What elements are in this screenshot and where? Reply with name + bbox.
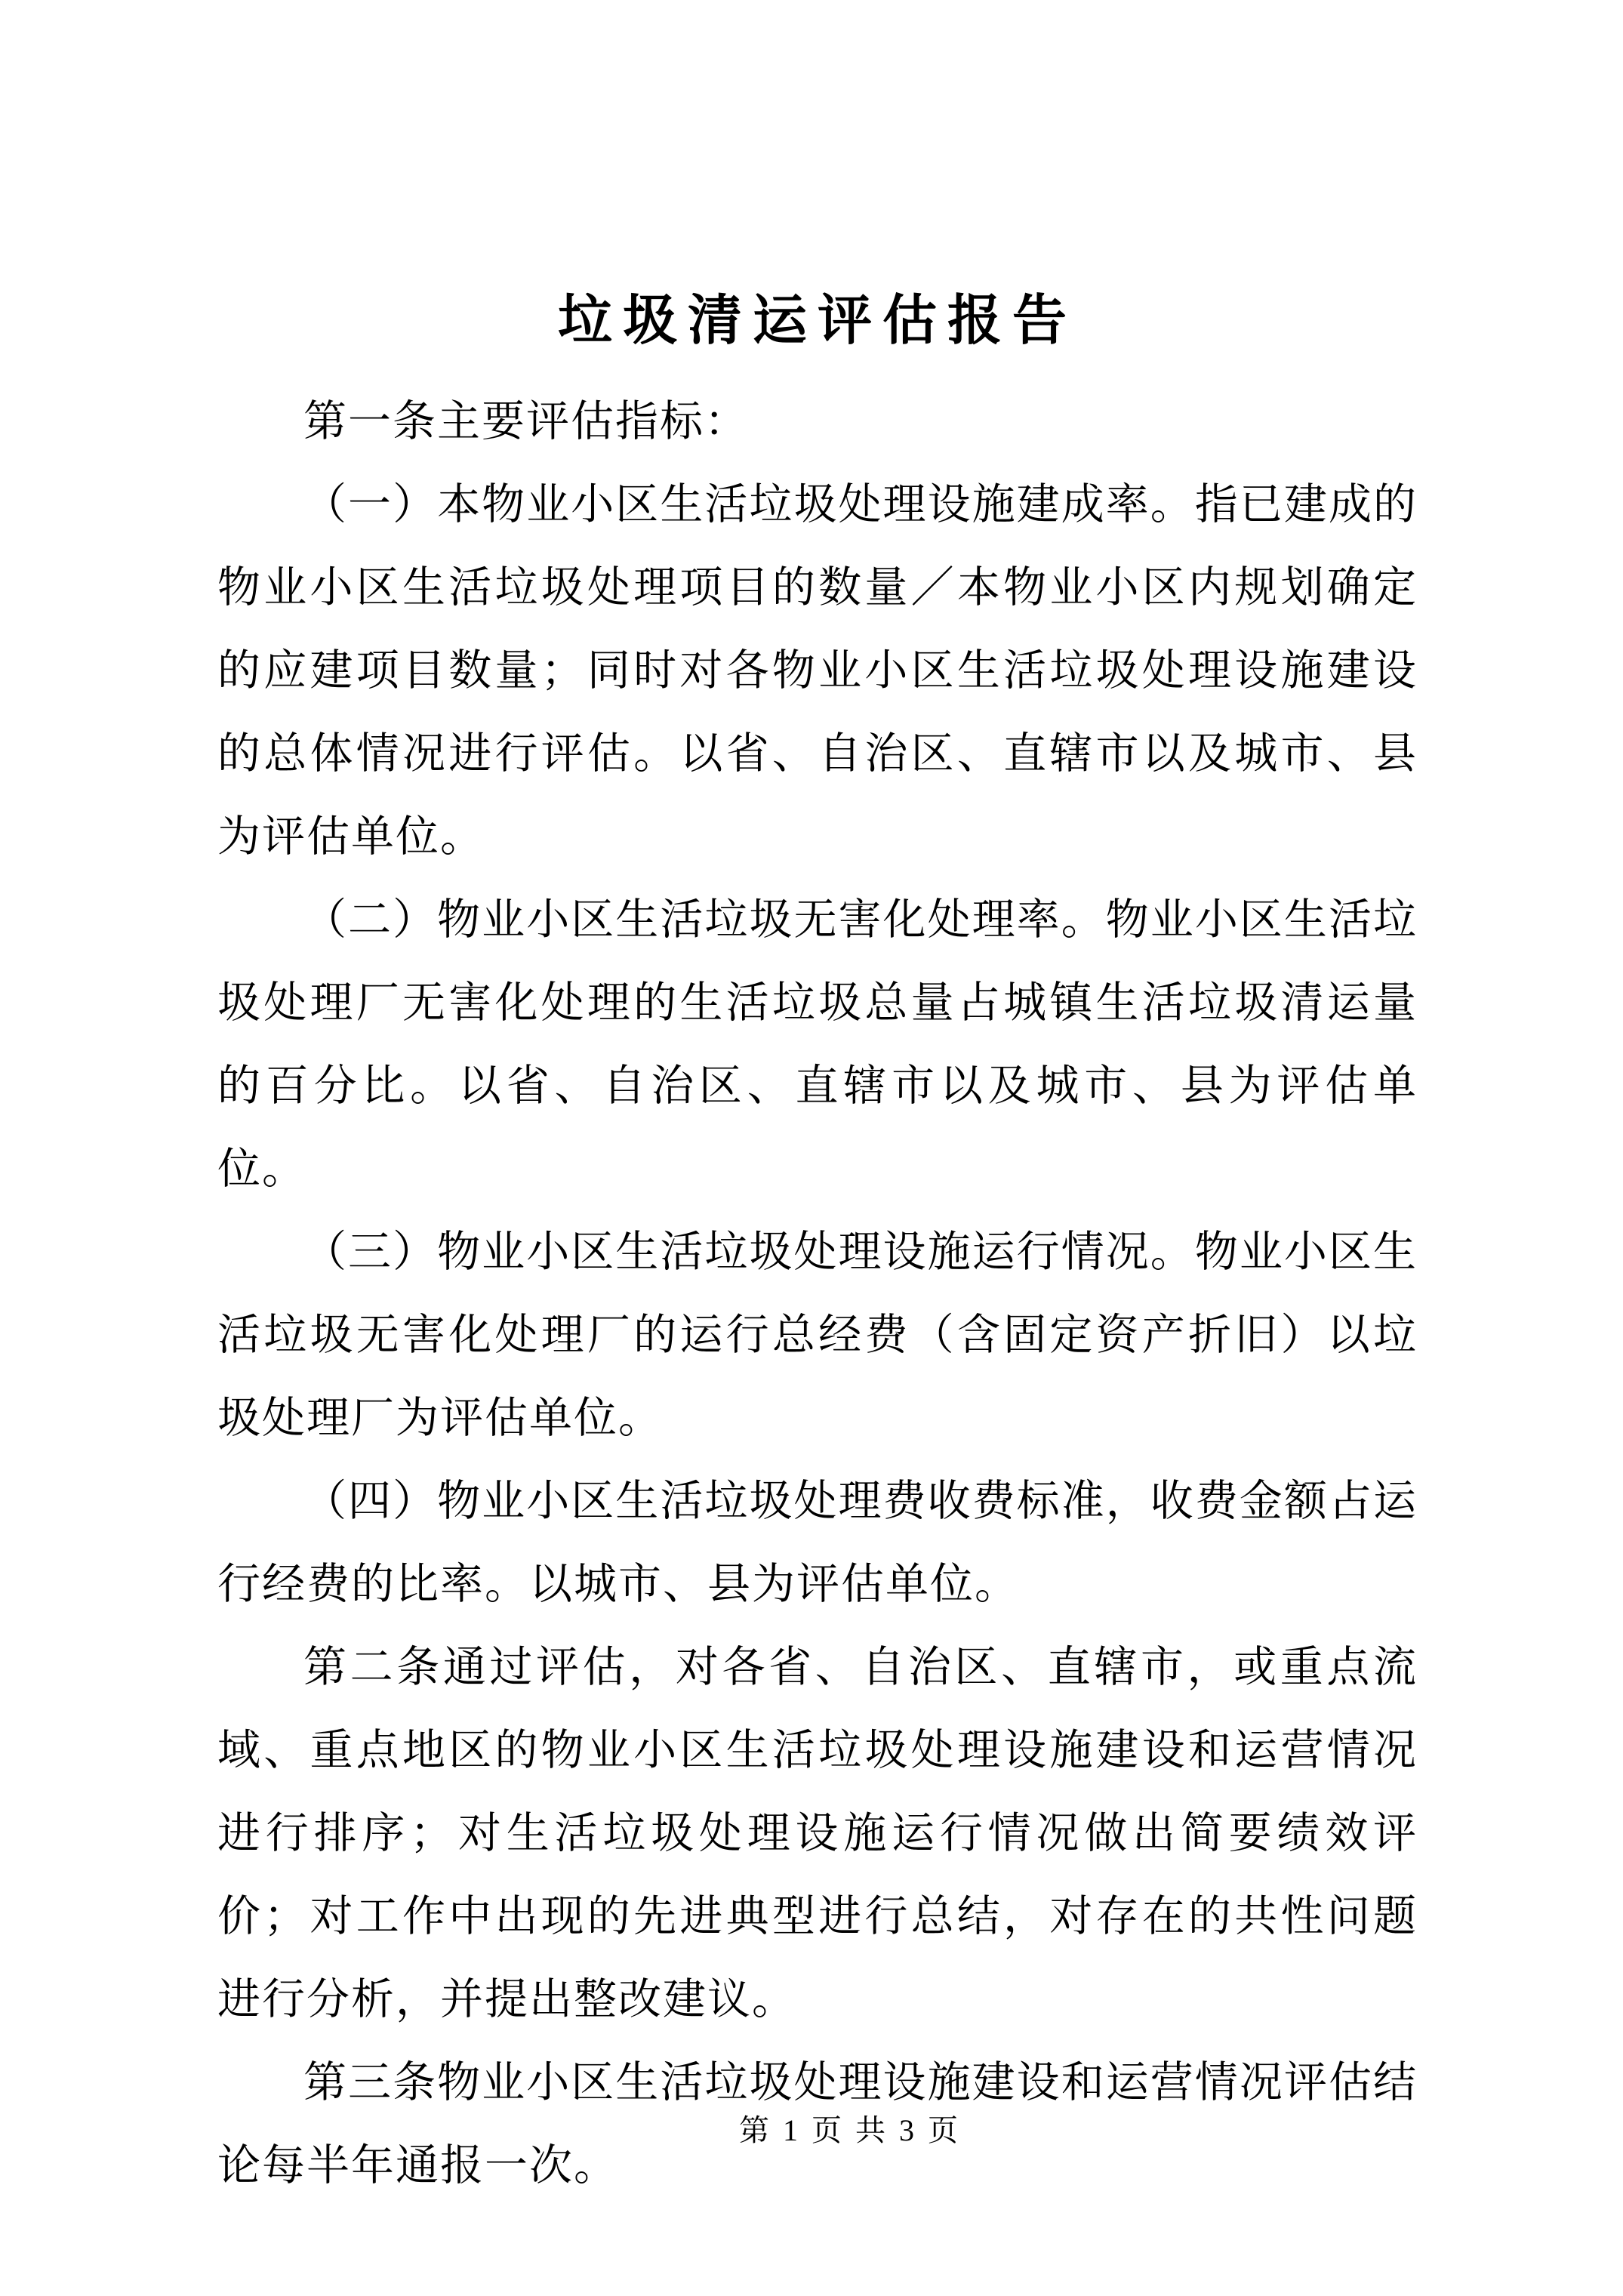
paragraph-indicator-4: （四）物业小区生活垃圾处理费收费标准，收费金额占运行经费的比率。以城市、县为评估单位。 bbox=[217, 1478, 1418, 1608]
paragraph-indicator-1: （一）本物业小区生活垃圾处理设施建成率。指已建成的物业小区生活垃圾处理项目的数量／本物业小区内规划确定的应建项目数量；同时对各物业小区生活垃圾处理设施建设的总体情况进行评估。以省、自治区、直辖市以及城市、县为评估单位。 bbox=[217, 481, 1418, 861]
paragraph-indicator-2: （二）物业小区生活垃圾无害化处理率。物业小区生活垃圾处理厂无害化处理的生活垃圾总量占城镇生活垃圾清运量的百分比。以省、自治区、直辖市以及城市、县为评估单位。 bbox=[217, 896, 1418, 1193]
document-content bbox=[217, 0, 1418, 2208]
paragraph-article3: 第三条物业小区生活垃圾处理设施建设和运营情况评估结论每半年通报一次。 bbox=[217, 2059, 1418, 2190]
paragraph-indicator-3: （三）物业小区生活垃圾处理设施运行情况。物业小区生活垃圾无害化处理厂的运行总经费（含固定资产折旧）以垃圾处理厂为评估单位。 bbox=[217, 1228, 1418, 1442]
page-footer bbox=[250, 2108, 1450, 2153]
document-title: 垃圾清运评估报告 bbox=[557, 291, 1077, 351]
document-body bbox=[217, 381, 1418, 2208]
paragraph-article1-heading: 第一条主要评估指标： bbox=[303, 398, 749, 445]
paragraph-article2: 第二条通过评估，对各省、自治区、直辖市，或重点流域、重点地区的物业小区生活垃圾处理设施建设和运营情况进行排序；对生活垃圾处理设施运行情况做出简要绩效评价；对工作中出现的先进典型进行总结，对存在的共性问题进行分析，并提出整改建议。 bbox=[217, 1644, 1418, 2023]
page-number-label: 第 1 页 共 3 页 bbox=[739, 2113, 961, 2147]
